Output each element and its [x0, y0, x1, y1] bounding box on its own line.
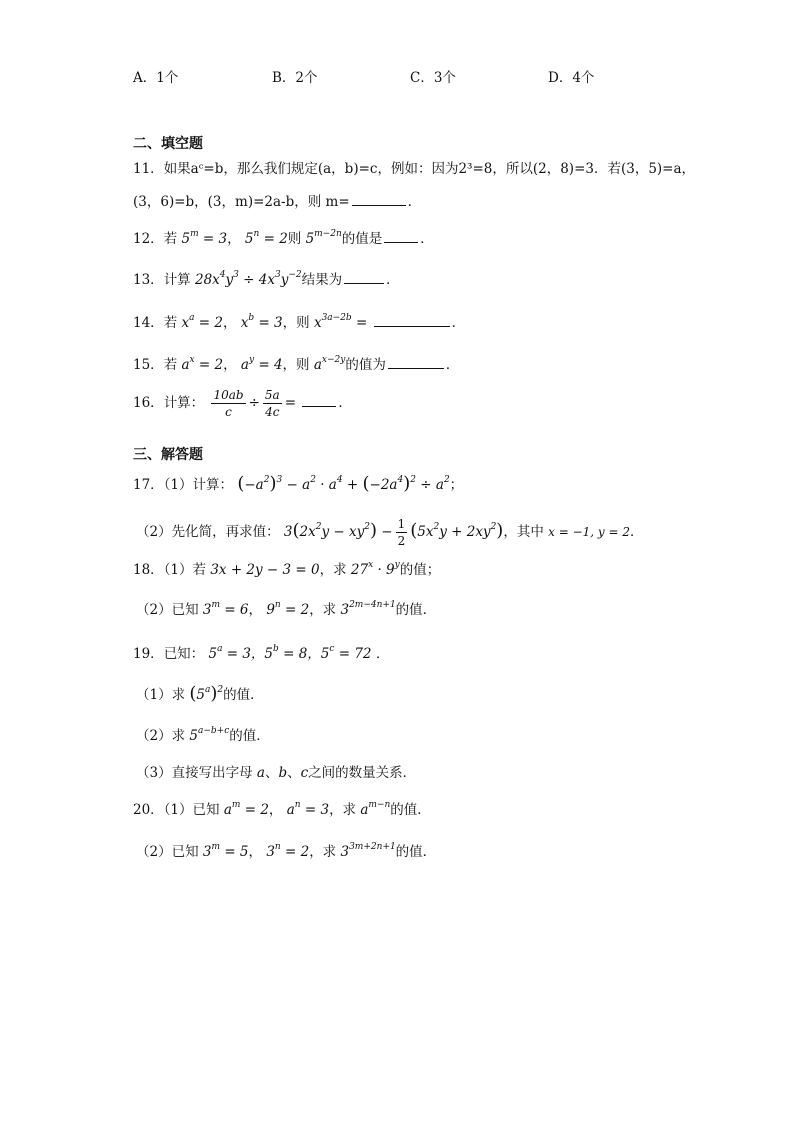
- section-heading-fill-in: 二、填空题: [133, 136, 203, 152]
- question-19-part-2: （2）求 $5^{a-b+c}$的值．: [136, 726, 270, 744]
- option-c: C．3个: [410, 70, 456, 86]
- answer-blank: [344, 269, 384, 284]
- question-18-part-1: 18．（1）若 3x + 2y − 3 = 0，求 $27^x \cdot 9^y$的值；: [133, 560, 441, 578]
- question-19-part-3: （3）直接写出字母 a、b、c之间的数量关系．: [136, 765, 417, 781]
- question-19-part-1: （1）求 $(5^a)^2$的值．: [136, 683, 264, 704]
- answer-blank: [384, 228, 418, 243]
- section-heading-answer: 三、解答题: [133, 447, 203, 463]
- question-15: 15．若 $a^x = 2$， $a^y = 4$，则 $a^{x-2y}$的值为 ．: [133, 355, 460, 373]
- option-d: D．4个: [548, 70, 595, 86]
- question-20-part-1: 20．（1）已知 $a^m = 2$， $a^n = 3$，求 $a^{m-n}$的值．: [133, 800, 431, 818]
- question-13: 13．计算 $28x^4y^3 \div 4x^3y^{-2}$结果为 ．: [133, 270, 400, 288]
- answer-blank: [374, 312, 450, 327]
- answer-blank: [388, 354, 444, 369]
- question-19-intro: 19．已知： $5^a = 3$，$5^b = 8$，$5^c = 72$ ．: [133, 644, 390, 662]
- answer-blank: [352, 191, 406, 206]
- question-18-part-2: （2）已知 $3^m = 6$， $9^n = 2$，求 $3^{2m-4n+1}$的值．: [136, 600, 437, 618]
- question-11-line-2: (3，6)=b，(3，m)=2a-b，则 m= ．: [133, 191, 421, 212]
- answer-blank: [302, 392, 336, 407]
- question-12: 12．若 $5^m = 3$， $5^n = 2$则 $5^{m-2n}$的值是 ．: [133, 229, 434, 247]
- option-a: A．1个: [133, 70, 179, 86]
- question-11-line-1: 11．如果aᶜ=b，那么我们规定(a，b)=c，例如：因为2³=8，所以(2，8)=3．若(3，5)=a，: [133, 161, 696, 177]
- option-b: B．2个: [272, 70, 318, 86]
- question-14: 14．若 $x^a = 2$， $x^b = 3$，则 $x^{3a-2b}$ = ．: [133, 313, 466, 331]
- question-17-part-1: 17．（1）计算： $(-a^2)^3 - a^2 \cdot a^4 + (-2a^4)^2 \div a^2$；: [133, 473, 464, 494]
- question-16: 16．计算： $\frac{10ab}{c}$ ÷ $\frac{5a}{4c}$ = ．: [133, 388, 352, 419]
- question-17-part-2: （2）先化简，再求值： $3(2x^2y - xy^2)$ − $\frac{1}{2}$ $(5x^2y + 2xy^2)$，其中 x = −1, y = 2．: [136, 517, 644, 548]
- question-20-part-2: （2）已知 $3^m = 5$， $3^n = 2$，求 $3^{3m+2n+1}$的值．: [136, 842, 437, 860]
